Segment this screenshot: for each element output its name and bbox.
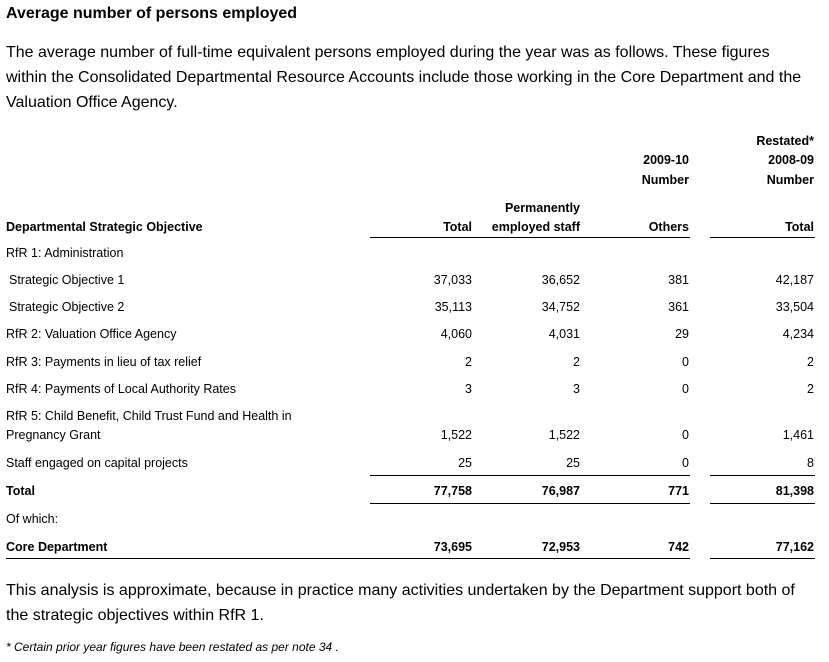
header-number-2008: Number — [766, 173, 814, 187]
cell-others: 742 — [668, 540, 689, 554]
cell-prior: 4,234 — [782, 327, 814, 341]
cell-others: 771 — [668, 484, 689, 498]
row-label: RfR 3: Payments in lieu of tax relief — [6, 355, 202, 369]
cell-total: 73,695 — [433, 540, 472, 554]
total-rule-left — [370, 475, 690, 476]
row-label: Strategic Objective 1 — [9, 273, 125, 287]
header-objective: Departmental Strategic Objective — [6, 220, 203, 234]
header-rule-left — [370, 237, 690, 238]
cell-others: 0 — [682, 428, 689, 442]
cell-others: 0 — [682, 456, 689, 470]
cell-total: 25 — [458, 456, 472, 470]
total-rule-right — [710, 475, 815, 476]
row-label: Core Department — [6, 540, 108, 554]
header-period-2009: 2009-10 — [643, 153, 689, 167]
cell-total: 2 — [465, 355, 472, 369]
header-total-2008: Total — [785, 220, 814, 234]
cell-permanent: 1,522 — [548, 428, 580, 442]
cell-prior: 33,504 — [775, 300, 814, 314]
cell-prior: 2 — [807, 355, 814, 369]
cell-total: 37,033 — [433, 273, 472, 287]
footnote: * Certain prior year figures have been restated as per note 34 . — [6, 640, 339, 654]
cell-permanent: 3 — [573, 382, 580, 396]
row-label: Strategic Objective 2 — [9, 300, 125, 314]
row-label-line2: Pregnancy Grant — [6, 428, 101, 442]
page-title: Average number of persons employed — [6, 5, 298, 22]
cell-total: 1,522 — [440, 428, 472, 442]
header-others: Others — [648, 220, 689, 234]
cell-permanent: 76,987 — [541, 484, 580, 498]
total-underline-right — [710, 503, 815, 504]
row-label: Staff engaged on capital projects — [6, 456, 188, 470]
cell-others: 0 — [682, 355, 689, 369]
cell-prior: 2 — [807, 382, 814, 396]
bottom-rule-right — [710, 558, 815, 559]
cell-total: 35,113 — [434, 300, 472, 314]
bottom-rule-left — [6, 558, 690, 559]
analysis-note: This analysis is approximate, because in practice many activities undertaken by the Department support both of the strategic objectives within RfR 1. — [6, 582, 795, 624]
cell-permanent: 25 — [566, 456, 580, 470]
header-total: Total — [443, 220, 472, 234]
row-label: Total — [6, 484, 35, 498]
row-label-line1: RfR 5: Child Benefit, Child Trust Fund and Health in — [6, 409, 292, 423]
cell-others: 29 — [675, 327, 689, 341]
cell-permanent: 34,752 — [541, 300, 580, 314]
cell-prior: 81,398 — [775, 484, 814, 498]
cell-total: 3 — [465, 382, 472, 396]
intro-paragraph: The average number of full-time equivalent persons employed during the year was as follows. These figures within the Consolidated Departmental Resource Accounts include those working in the Core Department and the Valuation Office Agency. — [6, 44, 802, 111]
cell-prior: 1,461 — [782, 428, 814, 442]
cell-permanent: 4,031 — [548, 327, 580, 341]
row-label: RfR 1: Administration — [6, 246, 124, 260]
cell-permanent: 2 — [573, 355, 580, 369]
cell-prior: 77,162 — [775, 540, 814, 554]
header-rule-right — [710, 237, 815, 238]
cell-others: 381 — [668, 273, 689, 287]
row-label: Of which: — [6, 512, 59, 526]
cell-prior: 42,187 — [775, 273, 814, 287]
total-underline-left — [370, 503, 690, 504]
cell-prior: 8 — [807, 456, 814, 470]
header-restated: Restated* — [756, 134, 814, 148]
row-label: RfR 4: Payments of Local Authority Rates — [6, 382, 236, 396]
header-permanent-line2: employed staff — [491, 220, 580, 234]
cell-permanent: 72,953 — [541, 540, 580, 554]
cell-others: 361 — [668, 300, 689, 314]
cell-total: 77,758 — [433, 484, 472, 498]
cell-total: 4,060 — [440, 327, 472, 341]
header-number-2009: Number — [641, 173, 689, 187]
row-label: RfR 2: Valuation Office Agency — [6, 327, 177, 341]
cell-others: 0 — [682, 382, 689, 396]
header-permanent-line1: Permanently — [504, 201, 580, 215]
header-period-2008: 2008-09 — [768, 153, 814, 167]
cell-permanent: 36,652 — [541, 273, 580, 287]
